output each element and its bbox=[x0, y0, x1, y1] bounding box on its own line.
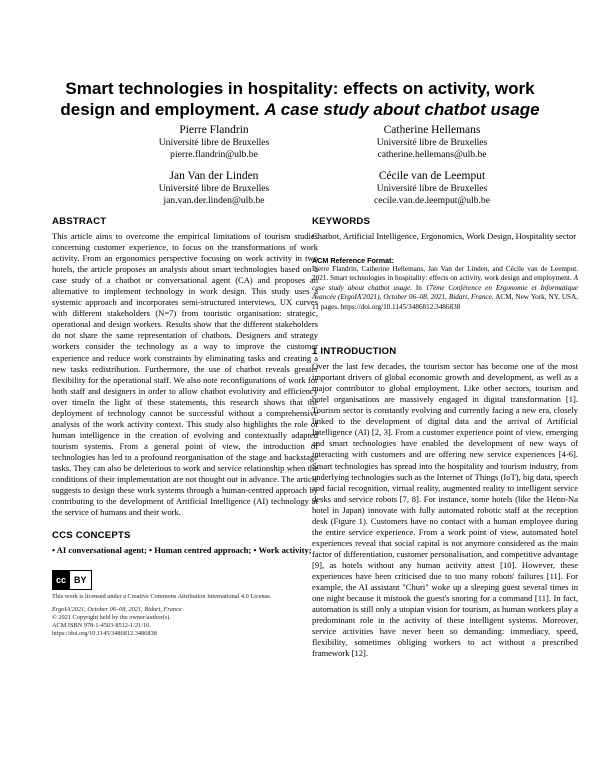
acm-reference-heading: ACM Reference Format: bbox=[312, 256, 394, 266]
license-text: This work is licensed under a Creative Commons Attribution International 4.0 License. bbox=[52, 593, 272, 601]
author-name: Jan Van der Linden bbox=[169, 170, 259, 182]
acm-reference-venue: 17ème Conférence en Ergonomie et Informatique Avancée (ErgoIA'2021), October 06–08, 2021, Bidart, France. bbox=[312, 283, 578, 302]
left-column bbox=[52, 216, 318, 638]
author-name: Cécile van de Leemput bbox=[378, 170, 486, 182]
author-block bbox=[322, 169, 542, 207]
by-icon: BY bbox=[69, 571, 91, 589]
acm-reference-tail: ACM, New York, NY, USA, 11 pages. https://doi.org/10.1145/3486812.3486838 bbox=[312, 293, 578, 311]
author-block bbox=[104, 169, 324, 207]
paper-title-main: Smart technologies in hospitality: effects on activity, work design and employment. bbox=[60, 79, 535, 119]
author-email: jan.van.der.linden@ulb.be bbox=[163, 195, 265, 206]
doi-line: https://doi.org/10.1145/3486812.3486838 bbox=[52, 630, 157, 638]
keywords-heading: KEYWORDS bbox=[312, 216, 371, 227]
author-affiliation: Université libre de Bruxelles bbox=[158, 137, 270, 148]
author-email: pierre.flandrin@ulb.be bbox=[170, 149, 258, 160]
keywords-text: Chatbot, Artificial Intelligence, Ergonomics, Work Design, Hospitality sector bbox=[312, 231, 577, 241]
isbn-line: ACM ISBN 978-1-4503-8512-1/21/10. bbox=[52, 622, 151, 630]
introduction-heading: 1 INTRODUCTION bbox=[312, 346, 397, 358]
author-block bbox=[322, 123, 542, 161]
author-affiliation: Université libre de Bruxelles bbox=[376, 137, 488, 148]
cc-by-license-icon bbox=[52, 570, 92, 590]
ccs-heading: CCS CONCEPTS bbox=[52, 530, 131, 542]
acm-reference-title: A case study about chatbot usage. bbox=[312, 274, 578, 292]
acm-reference-in: In bbox=[412, 283, 426, 292]
right-column bbox=[312, 216, 578, 659]
license-block bbox=[52, 570, 318, 638]
paper-title bbox=[40, 78, 560, 120]
abstract-heading: ABSTRACT bbox=[52, 216, 107, 227]
acm-reference-authors: Pierre Flandrin, Catherine Hellemans, Jan Van der Linden, and Cécile van de Leemput. 2021. Smart technologies in hospitality: effects on activity, work design and employment. bbox=[312, 265, 578, 283]
author-block bbox=[104, 123, 324, 161]
conference-line: ErgoIA'2021, October 06–08, 2021, Bidart, France bbox=[52, 606, 182, 614]
ccs-concepts: • AI conversational agent; • Human centred approach; • Work activity; bbox=[52, 545, 312, 556]
cc-icon: cc bbox=[53, 571, 69, 589]
acm-reference-text bbox=[312, 265, 578, 312]
abstract-text: This article aims to overcome the empirical limitations of tourism studies concerning customer experience, to focus on the transformations of work activity. From an ergonomics perspective focusing on work activity in two hotels, the article proposes an analysis about smart technologies based on a case study of a chatbot or conversational agent (CA) and proposes an alternative to implement technology in work design. This study uses a systemic approach and incorporates semi-structured interviews, UX curves with different stakeholders (N=7) from touristic organisation: strategic, operational and design workers. Results show that the different stakeholders do not share the same representation of chatbots. Designers and strategy workers consider the technology as a way to improve the customer experience and reduce work constraints by eliminating tasks and creating a new tasks redistribution. Furthermore, the use of chatbot reveals greater flexibility for the operational staff. We also note reconfigurations of work for both staff and designers in order to allow chatbot evolutivity and efficiency over timeIn the light of these statements, this research shows that the deployment of technology cannot be successful without a comprehensive analysis of the work activity context. This study also highlights the role of human intelligence in the creation of evolving and contextually adapted tourism systems. From a general point of view, the introduction of technologies has led to a profound reorganisation of the stage and backstage tasks. They can also be deleterious to work and service relationship when the conditions of their implementation are not thought out in advance. The article suggests to design these work systems through a human-centred approach by contributing to the development of Artificial Intelligence (AI) technology at the service of humans and their work. bbox=[52, 231, 318, 518]
author-email: catherine.hellemans@ulb.be bbox=[377, 149, 487, 160]
author-affiliation: Université libre de Bruxelles bbox=[158, 183, 270, 194]
author-email: cecile.van.de.leemput@ulb.be bbox=[374, 195, 490, 206]
author-affiliation: Université libre de Bruxelles bbox=[376, 183, 488, 194]
author-name: Pierre Flandrin bbox=[179, 124, 249, 136]
paper-title-subtitle: A case study about chatbot usage bbox=[264, 100, 540, 119]
copyright-line: © 2021 Copyright held by the owner/author(s). bbox=[52, 614, 171, 622]
author-name: Catherine Hellemans bbox=[383, 124, 481, 136]
introduction-text: Over the last few decades, the tourism sector has become one of the most important drivers of global economic growth and development, as well as a major contributor to global employment. Like other sectors, tourism and hotel organisations are massively engaged in digital transformation [1]. Tourism sector is constantly evolving and currently facing a new era, closely linked to the development of digital data and the arrival of Artificial Intelligence (AI) [2, 3]. From a customer experience point of view, emerging and smart technologies have enabled the development of new ways of interacting with customers and are offering new service experiences [4-6]. Smart technologies has spread into the hospitality and tourism industry, from underlying technologies such as the Internet of Things (IoT), big data, speech and facial recognition, virtual reality, augmented reality to intelligent service desks and service robots [7, 8]. For instance, some hotels (like the Henn-Na hotel in Japan) innovate with fully automated robotic staff at the reception desk (Figure 1). Customers have no contact with a human employee during the entire service experience. From a work point of view, automated hotel experiences reveal that social capital is not anymore considered as the main factor of differentiation, customer personalisation, and competitive advantage [9], as hotels without any human activity attest [10]. However, these experiences have been criticised due to too many robots' failures [11]. For example, the AI assistant "Churi" woke up a sleeping guest several times in one night because it mistook the guest's snoring for a command [11]. In fact, automation is still only a utopian vision for tourism, as human workers play a predominant role in the activity of these intelligent systems. Moreover, service activities have never been so demanding: immediacy, speed, flexibility, sometimes obliging workers to act without a prescribed framework [12]. bbox=[312, 361, 578, 659]
acm-reference-block bbox=[312, 256, 578, 312]
